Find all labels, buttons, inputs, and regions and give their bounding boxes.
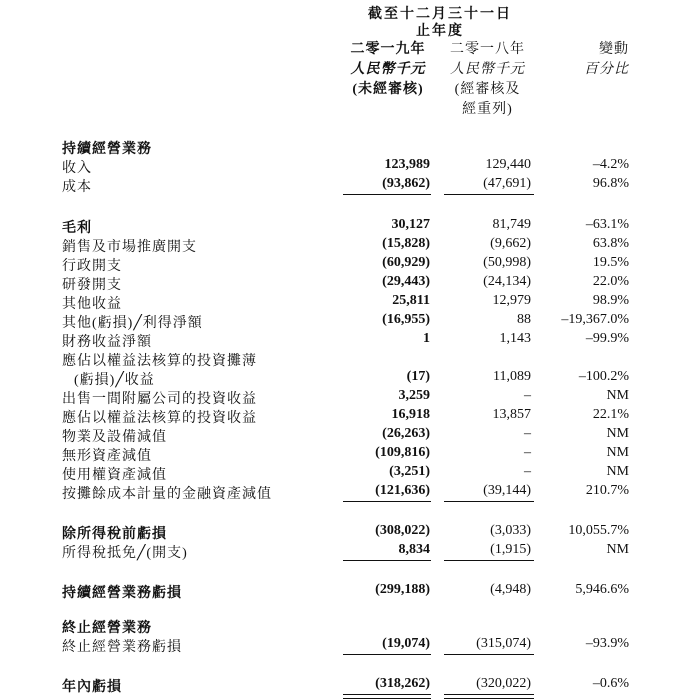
table-row — [0, 274, 689, 292]
underline — [343, 194, 431, 195]
value-2019: (318,262) — [375, 676, 430, 691]
col-change-header — [584, 40, 629, 80]
value-change: 98.9% — [592, 293, 629, 308]
value-change: –0.6% — [592, 676, 629, 691]
value-2019: (299,188) — [375, 582, 430, 597]
value-change: 5,946.6% — [575, 582, 629, 597]
row-label: 持續經營業務虧損 — [62, 586, 182, 601]
col-2018-note1: (經審核及 — [454, 82, 521, 97]
row-label: 無形資產減值 — [62, 449, 152, 464]
value-2018: (9,662) — [490, 236, 531, 251]
period-line1: 截至十二月三十一日 — [368, 7, 512, 22]
value-2019: (109,816) — [375, 445, 430, 460]
value-2018: (3,033) — [490, 523, 531, 538]
table-row — [0, 542, 689, 560]
table-row — [0, 483, 689, 501]
table-row — [0, 293, 689, 311]
row-label: 其他(虧損)╱利得淨額 — [62, 316, 203, 331]
table-row — [0, 369, 689, 387]
table-row — [0, 445, 689, 463]
period-line2: 止年度 — [416, 24, 464, 39]
row-label: 應佔以權益法核算的投資收益 — [62, 411, 257, 426]
value-2018: (320,022) — [476, 676, 531, 691]
value-change: –100.2% — [578, 369, 629, 384]
value-2019: (93,862) — [382, 176, 430, 191]
col-2019-header — [338, 40, 438, 100]
value-change: NM — [606, 542, 629, 557]
row-label: 研發開支 — [62, 278, 122, 293]
row-label: 年內虧損 — [62, 680, 122, 695]
value-2019: (19,074) — [382, 636, 430, 651]
table-row — [0, 407, 689, 425]
value-2019: (17) — [406, 369, 430, 384]
underline — [343, 501, 431, 502]
value-change: –19,367.0% — [561, 312, 629, 327]
value-2018: (47,691) — [483, 176, 531, 191]
value-change: 210.7% — [585, 483, 629, 498]
underline — [444, 194, 534, 195]
value-2019: (29,443) — [382, 274, 430, 289]
value-2018: 11,089 — [493, 369, 531, 384]
underline — [444, 654, 534, 655]
value-2018: 12,979 — [492, 293, 531, 308]
table-row — [0, 236, 689, 254]
value-2019: 8,834 — [398, 542, 430, 557]
value-2019: 123,989 — [384, 157, 430, 172]
row-label: 除所得稅前虧損 — [62, 527, 167, 542]
col-2018-header — [440, 40, 535, 120]
row-label: 財務收益淨額 — [62, 335, 152, 350]
row-label: 其他收益 — [62, 297, 122, 312]
value-2019: 25,811 — [392, 293, 430, 308]
value-2019: 3,259 — [398, 388, 430, 403]
section-continuing-ops — [0, 138, 689, 156]
value-2019: 30,127 — [391, 217, 430, 232]
value-change: –4.2% — [592, 157, 629, 172]
col-2019-year: 二零一九年 — [350, 42, 426, 57]
value-2018: (24,134) — [483, 274, 531, 289]
value-2019: (121,636) — [375, 483, 430, 498]
value-change: 10,055.7% — [568, 523, 629, 538]
row-label: 應佔以權益法核算的投資攤薄 — [62, 354, 257, 369]
value-2018: – — [524, 388, 531, 403]
col-change-title: 變動 — [599, 42, 629, 57]
row-label: 出售一間附屬公司的投資收益 — [62, 392, 257, 407]
row-label: 所得稅抵免╱(開支) — [62, 546, 188, 561]
row-label: 毛利 — [62, 221, 92, 236]
col-change-unit: 百分比 — [584, 62, 629, 77]
table-row-label-continued — [0, 350, 689, 368]
row-label: 收入 — [62, 161, 92, 176]
double-underline — [444, 694, 534, 699]
section-discontinued-ops — [0, 617, 689, 635]
row-label: 使用權資產減值 — [62, 468, 167, 483]
table-row — [0, 426, 689, 444]
value-change: 19.5% — [592, 255, 629, 270]
value-change: NM — [606, 388, 629, 403]
value-2019: (26,263) — [382, 426, 430, 441]
row-label: 按攤餘成本計量的金融資產減值 — [62, 487, 272, 502]
table-row — [0, 636, 689, 654]
row-label: 銷售及市場推廣開支 — [62, 240, 197, 255]
double-underline — [343, 694, 431, 699]
row-label: 終止經營業務 — [62, 621, 152, 636]
period-header — [340, 6, 540, 40]
table-row — [0, 176, 689, 194]
value-change: 63.8% — [592, 236, 629, 251]
value-2019: (3,251) — [389, 464, 430, 479]
value-change: 96.8% — [592, 176, 629, 191]
value-2018: – — [524, 426, 531, 441]
row-label: 成本 — [62, 180, 92, 195]
value-2019: (15,828) — [382, 236, 430, 251]
table-row — [0, 523, 689, 541]
row-label: 終止經營業務虧損 — [62, 640, 182, 655]
value-2018: 129,440 — [485, 157, 531, 172]
col-2018-note2: 經重列) — [462, 102, 513, 117]
value-2019: 1 — [423, 331, 430, 346]
underline — [444, 501, 534, 502]
value-change: –93.9% — [585, 636, 629, 651]
table-row — [0, 582, 689, 600]
value-change: NM — [606, 464, 629, 479]
underline — [343, 654, 431, 655]
table-row — [0, 217, 689, 235]
underline — [444, 560, 534, 561]
value-change: 22.0% — [592, 274, 629, 289]
value-2019: (60,929) — [382, 255, 430, 270]
value-2019: (308,022) — [375, 523, 430, 538]
table-row — [0, 157, 689, 175]
value-2018: 81,749 — [492, 217, 531, 232]
underline — [343, 560, 431, 561]
value-2019: (16,955) — [382, 312, 430, 327]
table-row — [0, 464, 689, 482]
value-change: –99.9% — [585, 331, 629, 346]
value-2018: 88 — [517, 312, 531, 327]
value-2019: 16,918 — [391, 407, 430, 422]
row-label-line2: (虧損)╱收益 — [74, 373, 155, 388]
value-change: 22.1% — [592, 407, 629, 422]
row-label: 持續經營業務 — [62, 142, 152, 157]
table-row — [0, 312, 689, 330]
value-2018: 13,857 — [492, 407, 531, 422]
col-2018-year: 二零一八年 — [450, 42, 525, 57]
value-2018: (50,998) — [483, 255, 531, 270]
value-change: NM — [606, 445, 629, 460]
row-label: 行政開支 — [62, 259, 122, 274]
row-label: 物業及設備減值 — [62, 430, 167, 445]
table-row — [0, 331, 689, 349]
table-row — [0, 388, 689, 406]
value-2018: 1,143 — [499, 331, 531, 346]
value-2018: (315,074) — [476, 636, 531, 651]
value-2018: (39,144) — [483, 483, 531, 498]
value-change: –63.1% — [585, 217, 629, 232]
value-2018: – — [524, 464, 531, 479]
col-2018-unit: 人民幣千元 — [450, 62, 525, 77]
table-row — [0, 676, 689, 694]
value-2018: – — [524, 445, 531, 460]
value-change: NM — [606, 426, 629, 441]
table-row — [0, 255, 689, 273]
value-2018: (1,915) — [490, 542, 531, 557]
value-2018: (4,948) — [490, 582, 531, 597]
col-2019-note: (未經審核) — [352, 82, 424, 97]
col-2019-unit: 人民幣千元 — [350, 62, 426, 77]
